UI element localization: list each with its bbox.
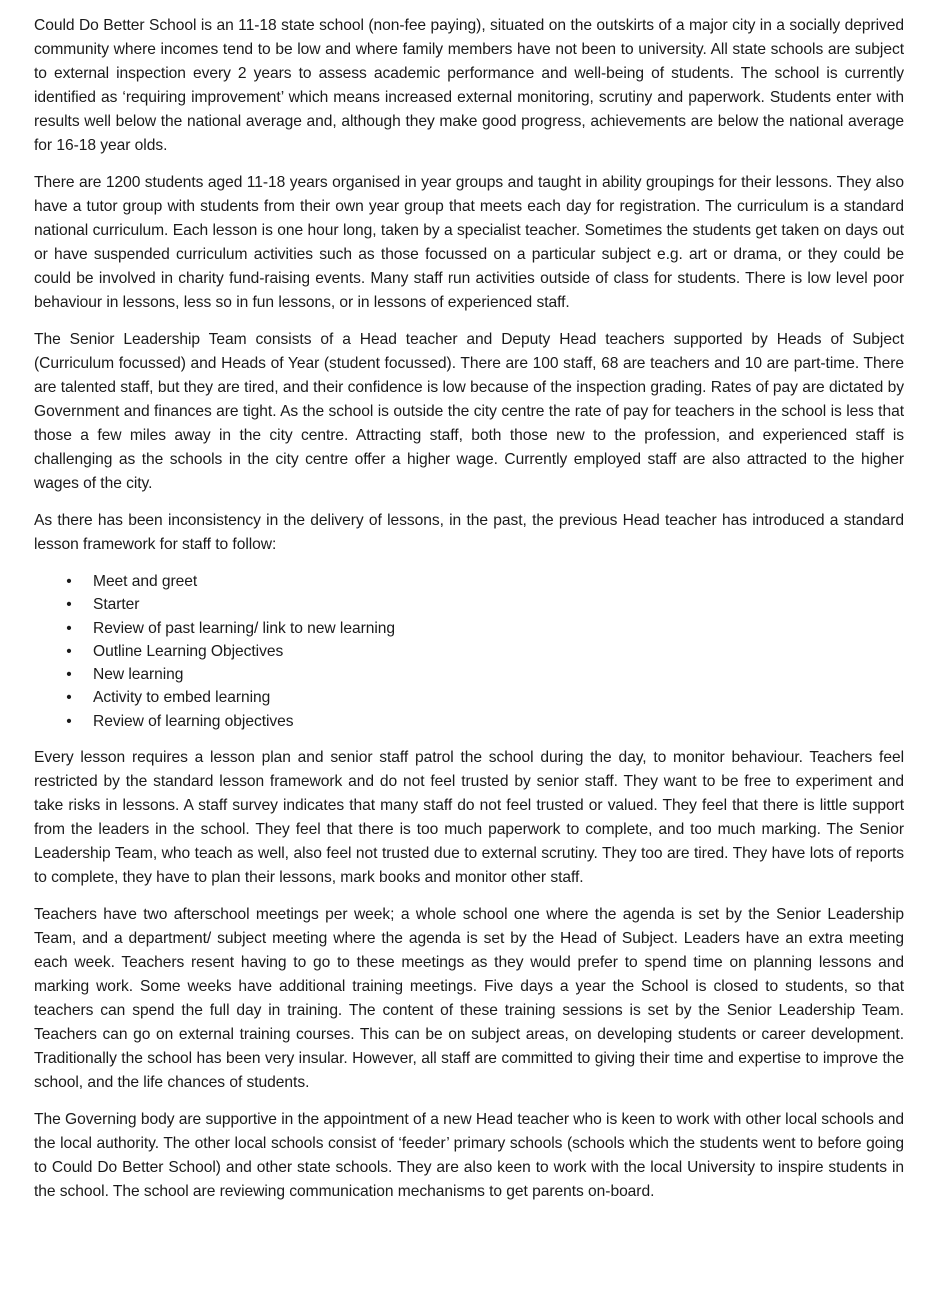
bullet-icon: • — [66, 619, 72, 637]
list-item-text: Outline Learning Objectives — [93, 642, 284, 660]
paragraph-school-overview: Could Do Better School is an 11-18 state school (non-fee paying), situated on the outskirts of a major city in a socially deprived community where incomes tend to be low and where family members have not been to university. All state schools are subject to external inspection every 2 years to assess academic performance and well-being of students. The school is currently identified as ‘requiring improvement’ which means increased external monitoring, scrutiny and paperwork. Students enter with results well below the national average and, although they make good progress, achievements are below the national average for 16-18 year olds. — [34, 17, 904, 154]
bullet-icon: • — [66, 666, 72, 684]
list-item-text: New learning — [93, 666, 184, 684]
list-item-text: Activity to embed learning — [93, 689, 271, 707]
paragraph-staff-trust: Every lesson requires a lesson plan and senior staff patrol the school during the day, to monitor behaviour. Teachers feel restricted by the standard lesson framework and do not feel trusted by senior staff. They want to be free to experiment and take risks in lessons. A staff survey indicates that many staff do not feel trusted or valued. They feel that there is little support from the leaders in the school. They feel that there is too much paperwork to complete, and too much marking. The Senior Leadership Team, who teach as well, also feel not trusted due to external scrutiny. They too are tired. They have lots of reports to complete, they have to plan their lessons, mark books and monitor other staff. — [34, 749, 904, 887]
paragraph-meetings-training: Teachers have two afterschool meetings per week; a whole school one where the agenda is set by the Senior Leadership Team, and a department/ subject meeting where the agenda is set by the Head of Subject. Leaders have an extra meeting each week. Teachers resent having to go to these meetings as they would prefer to spend time on planning lessons and marking work. Some weeks have additional training meetings. Five days a year the School is closed to students, so that teachers can spend the full day in training. The content of these training sessions is set by the Senior Leadership Team. Teachers can go on external training courses. This can be on subject areas, on developing students or career development. Traditionally the school has been very insular. However, all staff are committed to giving their time and expertise to improve the school, and the life chances of students. — [34, 906, 904, 1092]
list-item — [34, 570, 904, 593]
bullet-icon: • — [66, 712, 72, 730]
list-item — [34, 617, 904, 640]
list-item-text: Meet and greet — [93, 573, 198, 590]
bullet-icon: • — [66, 642, 72, 660]
list-item — [34, 710, 904, 733]
list-item-text: Starter — [93, 596, 140, 614]
bullet-icon: • — [66, 689, 72, 707]
paragraph-lesson-framework-intro: As there has been inconsistency in the delivery of lessons, in the past, the previous Head teacher has introduced a standard lesson framework for staff to follow: — [34, 512, 904, 553]
list-item — [34, 593, 904, 616]
paragraph-governing-body: The Governing body are supportive in the appointment of a new Head teacher who is keen to work with other local schools and the local authority. The other local schools consist of ‘feeder’ primary schools (schools which the students went to before going to Could Do Better School) and other state schools. They are also keen to work with the local University to inspire students in the school. The school are reviewing communication mechanisms to get parents on-board. — [34, 1111, 904, 1201]
list-item-text: Review of past learning/ link to new learning — [93, 619, 395, 637]
list-item — [34, 640, 904, 663]
bullet-icon: • — [66, 573, 72, 590]
lesson-framework-list — [34, 570, 904, 733]
bullet-icon: • — [66, 596, 72, 614]
list-item-text: Review of learning objectives — [93, 712, 294, 730]
list-item — [34, 686, 904, 709]
paragraph-students: There are 1200 students aged 11-18 years organised in year groups and taught in ability groupings for their lessons. They also have a tutor group with students from their own year group that meets each day for registration. The curriculum is a standard national curriculum. Each lesson is one hour long, taken by a specialist teacher. Sometimes the students get taken on days out or have suspended curriculum activities such as those focussed on a particular subject e.g. art or drama, or they could be could be involved in charity fund-raising events. Many staff run activities outside of class for students. There is low level poor behaviour in lessons, less so in fun lessons, or in lessons of experienced staff. — [34, 174, 904, 311]
list-item — [34, 663, 904, 686]
paragraph-staffing: The Senior Leadership Team consists of a Head teacher and Deputy Head teachers supported by Heads of Subject (Curriculum focussed) and Heads of Year (student focussed). There are 100 staff, 68 are teachers and 10 are part-time. There are talented staff, but they are tired, and their confidence is low because of the inspection grading. Rates of pay are dictated by Government and finances are tight. As the school is outside the city centre the rate of pay for teachers in the school is less that those a few miles away in the city centre. Attracting staff, both those new to the profession, and experienced staff is challenging as the schools in the city centre offer a higher wage. Currently employed staff are also attracted to the higher wages of the city. — [34, 331, 904, 492]
